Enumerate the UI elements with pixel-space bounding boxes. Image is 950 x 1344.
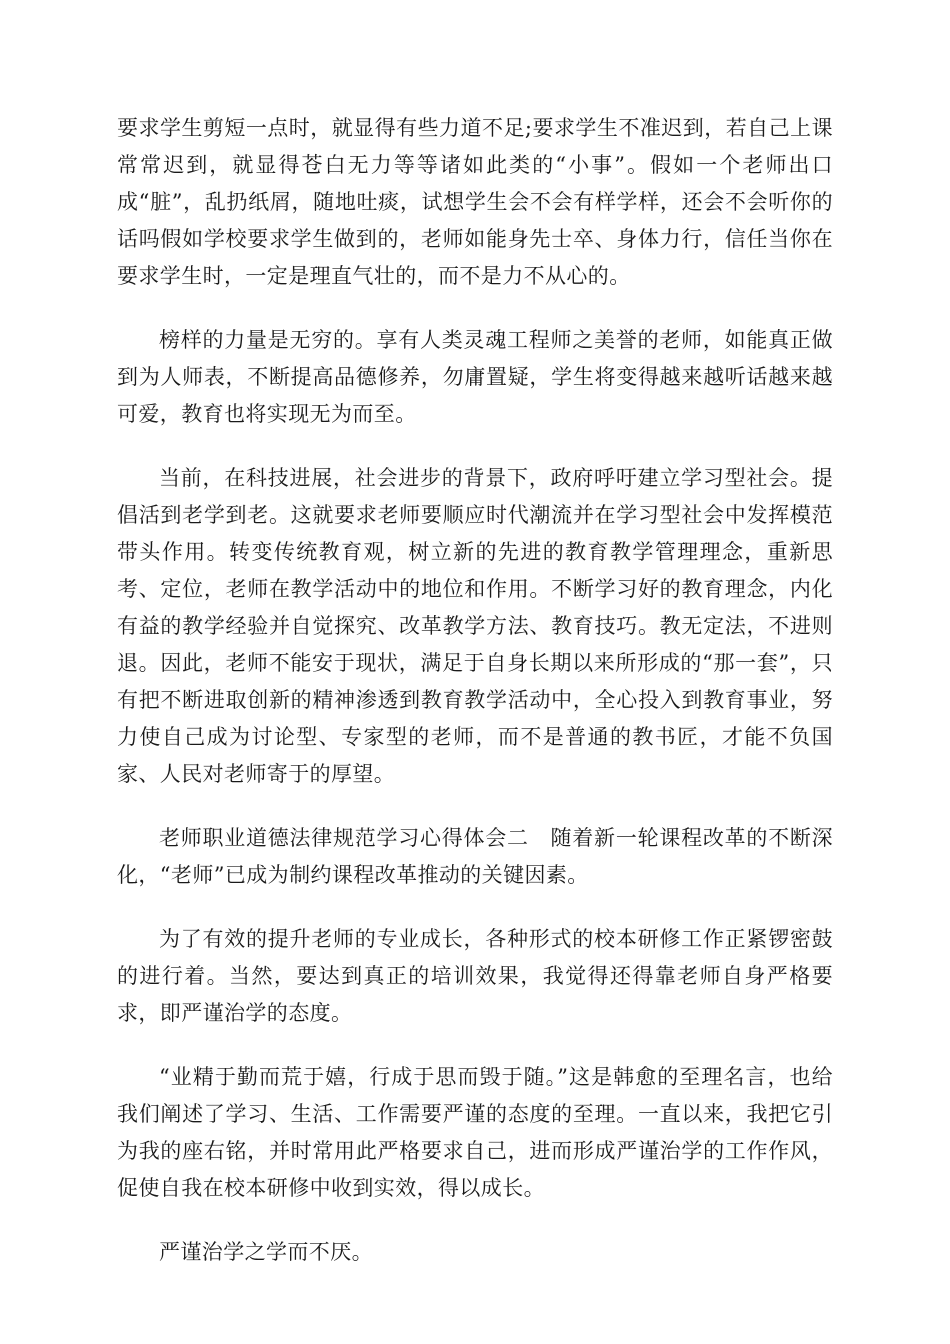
paragraph-7: 严谨治学之学而不厌。 (159, 1240, 373, 1264)
paragraph-6: “业精于勤而荒于嬉，行成于思而毁于随。”这是韩愈的至理名言，也给我们阐述了学习、生活、工作需要严谨的态度的至理。一直以来，我把它引为我的座右铭，并时常用此严格要求自己，进而形成严谨治学的工作作风，促使自我在校本研修中收到实效，得以成长。 (117, 1065, 833, 1200)
document-body (117, 110, 833, 1298)
paragraph-3: 当前，在科技进展，社会进步的背景下，政府呼吁建立学习型社会。提倡活到老学到老。这就要求老师要顺应时代潮流并在学习型社会中发挥模范带头作用。转变传统教育观，树立新的先进的教育教学管理理念，重新思考、定位，老师在教学活动中的地位和作用。不断学习好的教育理念，内化有益的教学经验并自觉探究、改革教学方法、教育技巧。教无定法，不进则退。因此，老师不能安于现状，满足于自身长期以来所形成的“那一套”，只有把不断进取创新的精神渗透到教育教学活动中，全心投入到教育事业，努力使自己成为讨论型、专家型的老师，而不是普通的教书匠，才能不负国家、人民对老师寄于的厚望。 (117, 466, 833, 786)
paragraph-4: 老师职业道德法律规范学习心得体会二 随着新一轮课程改革的不断深化，“老师”已成为制约课程改革推动的关键因素。 (117, 826, 833, 887)
paragraph-2: 榜样的力量是无穷的。享有人类灵魂工程师之美誉的老师，如能真正做到为人师表，不断提高品德修养，勿庸置疑，学生将变得越来越听话越来越可爱，教育也将实现无为而至。 (117, 328, 833, 426)
paragraph-1: 要求学生剪短一点时，就显得有些力道不足;要求学生不准迟到，若自己上课常常迟到，就显得苍白无力等等诸如此类的“小事”。假如一个老师出口成“脏”，乱扔纸屑，随地吐痰，试想学生会不会有样学样，还会不会听你的话吗假如学校要求学生做到的，老师如能身先士卒、身体力行，信任当你在要求学生时，一定是理直气壮的，而不是力不从心的。 (117, 116, 833, 288)
paragraph-5: 为了有效的提升老师的专业成长，各种形式的校本研修工作正紧锣密鼓的进行着。当然，要达到真正的培训效果，我觉得还得靠老师自身严格要求，即严谨治学的态度。 (117, 927, 833, 1025)
